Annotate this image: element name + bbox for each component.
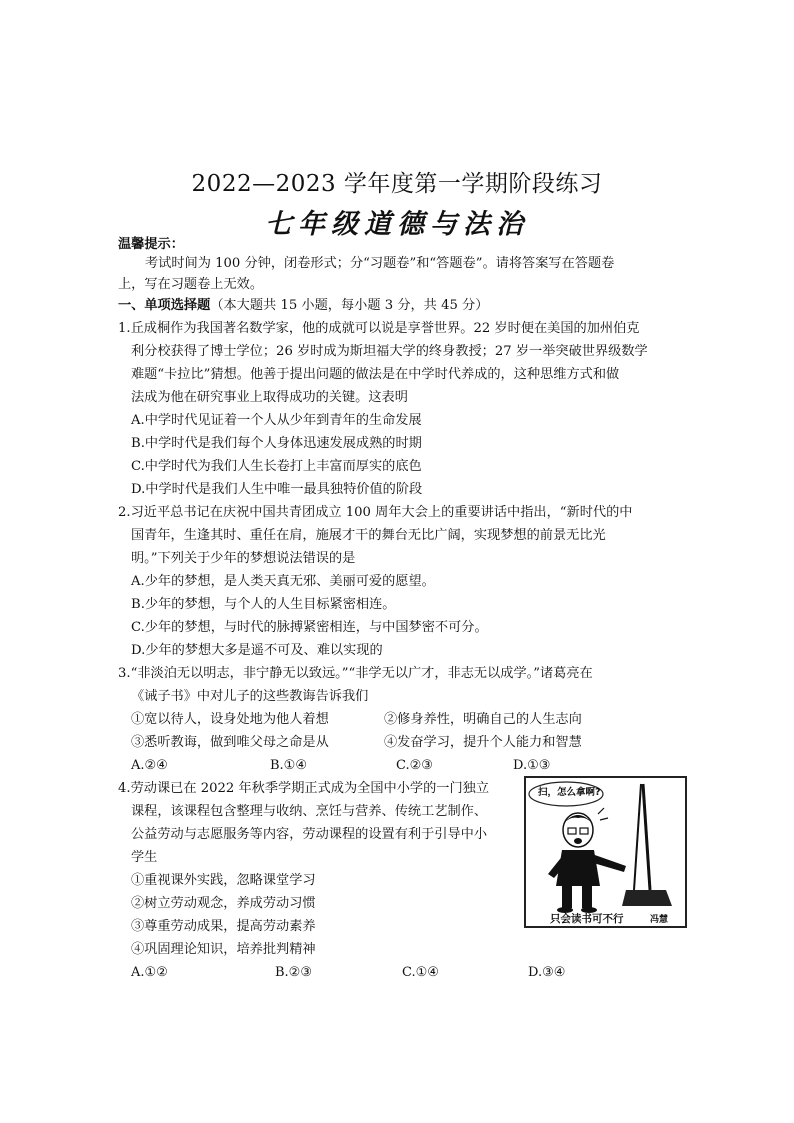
q1-line-4: 法成为他在研究事业上取得成功的关键。这表明 <box>131 390 408 405</box>
q1-line-2: 利分校获得了博士学位；26 岁时成为斯坦福大学的终身教授；27 岁一举突破世界级数学 <box>131 344 648 359</box>
q1-option-a: A.中学时代见证着一个人从少年到青年的生命发展 <box>131 413 422 428</box>
q3-item-4: ④发奋学习，提升个人能力和智慧 <box>384 735 582 750</box>
q4-item-2: ②树立劳动观念，养成劳动习惯 <box>131 896 316 911</box>
q4-item-4: ④巩固理论知识，培养批判精神 <box>131 942 316 957</box>
exam-subtitle: 七年级道德与法治 <box>265 209 529 240</box>
q3-option-a: A.②④ <box>131 758 168 773</box>
q3-line-2: 《诫子书》中对儿子的这些教诲告诉我们 <box>131 689 369 704</box>
broom-handle-2 <box>634 784 641 890</box>
q2-option-b: B.少年的梦想，与个人的人生目标紧密相连。 <box>131 597 396 612</box>
q1-line-1: 1.丘成桐作为我国著名数学家，他的成就可以说是享誉世界。22 岁时便在美国的加州伯克 <box>118 321 640 336</box>
q4-option-c: C.①④ <box>402 965 439 980</box>
q1-option-d: D.中学时代是我们人生中唯一最具独特价值的阶段 <box>131 482 423 497</box>
q4-line-1: 4.劳动课已在 2022 年秋季学期正式成为全国中小学的一门独立 <box>118 781 490 796</box>
broom-handle <box>643 784 650 890</box>
q3-item-2: ②修身养性，明确自己的人生志向 <box>384 712 582 727</box>
q3-item-3: ③悉听教诲，做到唯父母之命是从 <box>131 735 329 750</box>
q3-option-c: C.②③ <box>396 758 433 773</box>
q4-line-2: 课程，该课程包含整理与收纳、烹饪与营养、传统工艺制作、 <box>131 804 488 819</box>
q3-option-b: B.①④ <box>270 758 307 773</box>
q3-line-1: 3.“非淡泊无以明志，非宁静无以致远。”“非学无以广才，非志无以成学。”诸葛亮在 <box>118 666 593 681</box>
q4-line-4: 学生 <box>131 850 158 865</box>
q4-option-a: A.①② <box>131 965 168 980</box>
dustpan <box>622 890 672 906</box>
exam-title: 2022—2023 学年度第一学期阶段练习 <box>191 171 603 197</box>
q4-item-1: ①重视课外实践，忽略课堂学习 <box>131 873 316 888</box>
section-heading <box>118 294 488 317</box>
q4-option-d: D.③④ <box>528 965 566 980</box>
q1-option-b: B.中学时代是我们每个人身体迅速发展成熟的时期 <box>131 436 422 451</box>
q2-line-2: 国青年，生逢其时、重任在肩，施展才干的舞台无比广阔，实现梦想的前景无比光 <box>131 528 606 543</box>
q2-line-3: 明。”下列关于少年的梦想说法错误的是 <box>131 551 356 566</box>
q2-option-a: A.少年的梦想，是人类天真无邪、美丽可爱的愿望。 <box>131 574 435 589</box>
notice-line-2: 上，写在习题卷上无效。 <box>118 277 264 292</box>
q3-item-1: ①宽以待人，设身处地为他人着想 <box>131 712 329 727</box>
q4-option-b: B.②③ <box>275 965 312 980</box>
q1-option-c: C.中学时代为我们人生长卷打上丰富而厚实的底色 <box>131 459 422 474</box>
cartoon-drawing <box>526 778 685 926</box>
section-note: （本大题共 15 小题，每小题 3 分，共 45 分） <box>210 298 489 313</box>
cartoon-caption: 只会读书可不行 <box>550 913 624 925</box>
notice-line-1: 考试时间为 100 分钟，闭卷形式；分“习题卷”和“答题卷”。请将答案写在答题卷 <box>145 256 615 271</box>
q3-option-d: D.①③ <box>513 758 551 773</box>
q4-line-3: 公益劳动与志愿服务等内容，劳动课程的设置有利于引导中小 <box>131 827 488 842</box>
cartoon-illustration <box>524 776 687 928</box>
q2-option-c: C.少年的梦想，与时代的脉搏紧密相连，与中国梦密不可分。 <box>131 620 488 635</box>
cartoon-signature: 冯慧 <box>650 915 669 925</box>
cartoon-bubble-text: 扫，怎么拿啊? <box>538 787 601 798</box>
notice-label: 温馨提示： <box>118 237 184 252</box>
q4-item-3: ③尊重劳动成果，提高劳动素养 <box>131 919 316 934</box>
section-title: 一、单项选择题 <box>118 298 211 313</box>
q1-line-3: 难题“卡拉比”猜想。他善于提出问题的做法是在中学时代养成的，这种思维方式和做 <box>131 367 620 382</box>
q2-line-1: 2.习近平总书记在庆祝中国共青团成立 100 周年大会上的重要讲话中指出，“新时代的中 <box>118 505 633 520</box>
q2-option-d: D.少年的梦想大多是遥不可及、难以实现的 <box>131 643 383 658</box>
